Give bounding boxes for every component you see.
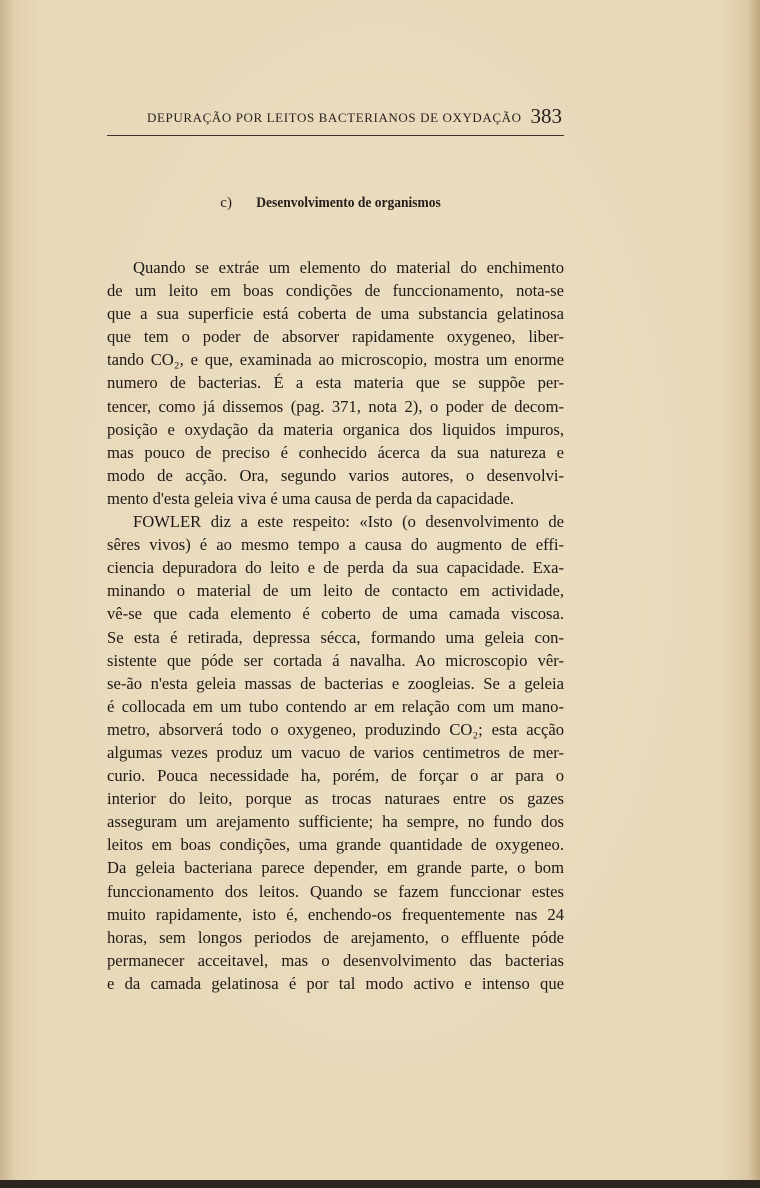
text-line: e da camada gelatinosa é por tal modo activo e intenso que: [107, 973, 564, 993]
text-line: modo de acção. Ora, segundo varios autores, o desenvolvi-: [107, 465, 564, 485]
text-line: mento d'esta geleia viva é uma causa de perda da capacidade.: [107, 488, 515, 508]
text-line: se-ão n'esta geleia massas de bacterias e zoogleias. Se a geleia: [107, 673, 564, 693]
text-line: asseguram um arejamento sufficiente; ha sempre, no fundo dos: [107, 812, 564, 832]
text-line: vê-se que cada elemento é coberto de uma camada viscosa.: [107, 604, 564, 624]
text-line: é collocada em um tubo contendo ar em relação com um mano-: [107, 696, 564, 716]
text-line: tando CO₂, e que, examinada ao microscopio, mostra um enorme: [107, 350, 564, 370]
text-line: Quando se extráe um elemento do material do enchimento: [133, 258, 564, 277]
text-line: curio. Pouca necessidade ha, porém, de forçar o ar para o: [107, 766, 564, 786]
text-line: leitos em boas condições, uma grande quantidade de oxygeneo.: [107, 835, 564, 855]
text-line: que a sua superficie está coberta de uma substancia gelatinosa: [107, 304, 564, 324]
text-line: sêres vivos) é ao mesmo tempo a causa do augmento de effi-: [107, 535, 564, 555]
page-number: 383: [530, 104, 562, 128]
body-text: [107, 256, 564, 995]
section-title: Desenvolvimento de organismos: [255, 195, 441, 211]
running-head: DEPURAÇÃO POR LEITOS BACTERIANOS DE OXYDAÇÃO: [147, 110, 522, 125]
text-line: posição e oxydação da materia organica dos liquidos impuros,: [107, 419, 564, 439]
text-line: sistente que póde ser cortada á navalha. Ao microscopio vêr-: [107, 650, 564, 670]
text-line: numero de bacterias. É a esta materia que se suppõe per-: [107, 373, 564, 393]
text-line: tencer, como já dissemos (pag. 371, nota 2), o poder de decom-: [107, 396, 564, 416]
text-line: muito rapidamente, isto é, enchendo-os frequentemente nas 24: [107, 904, 564, 924]
text-line: que tem o poder de absorver rapidamente oxygeneo, liber-: [107, 327, 564, 347]
page-header: [107, 104, 564, 134]
text-line: Se esta é retirada, depressa sécca, formando uma geleia con-: [107, 627, 564, 647]
page-edge-shadow: [0, 1180, 760, 1188]
text-line: algumas vezes produz um vacuo de varios centimetros de mer-: [107, 742, 564, 762]
text-line: de um leito em boas condições de funccionamento, nota-se: [107, 281, 564, 301]
text-line: ciencia depuradora do leito e de perda da sua capacidade. Exa-: [107, 558, 564, 578]
section-heading: [107, 195, 564, 212]
section-marker: c): [220, 195, 232, 211]
header-rule: [107, 135, 564, 136]
text-line: Da geleia bacteriana parece depender, em grande parte, o bom: [107, 858, 564, 878]
text-line: FOWLER diz a este respeito: «Isto (o desenvolvimento de: [133, 512, 564, 532]
text-line: interior do leito, porque as trocas naturaes entre os gazes: [107, 789, 564, 809]
text-line: metro, absorverá todo o oxygeneo, produzindo CO₂; esta acção: [107, 719, 564, 739]
text-line: minando o material de um leito de contacto em actividade,: [107, 581, 564, 601]
text-line: funccionamento dos leitos. Quando se fazem funccionar estes: [107, 881, 564, 901]
text-line: horas, sem longos periodos de arejamento, o effluente póde: [107, 927, 564, 947]
text-line: mas pouco de preciso é conhecido ácerca da sua natureza e: [107, 442, 564, 462]
text-line: permanecer acceitavel, mas o desenvolvimento das bacterias: [107, 950, 564, 970]
